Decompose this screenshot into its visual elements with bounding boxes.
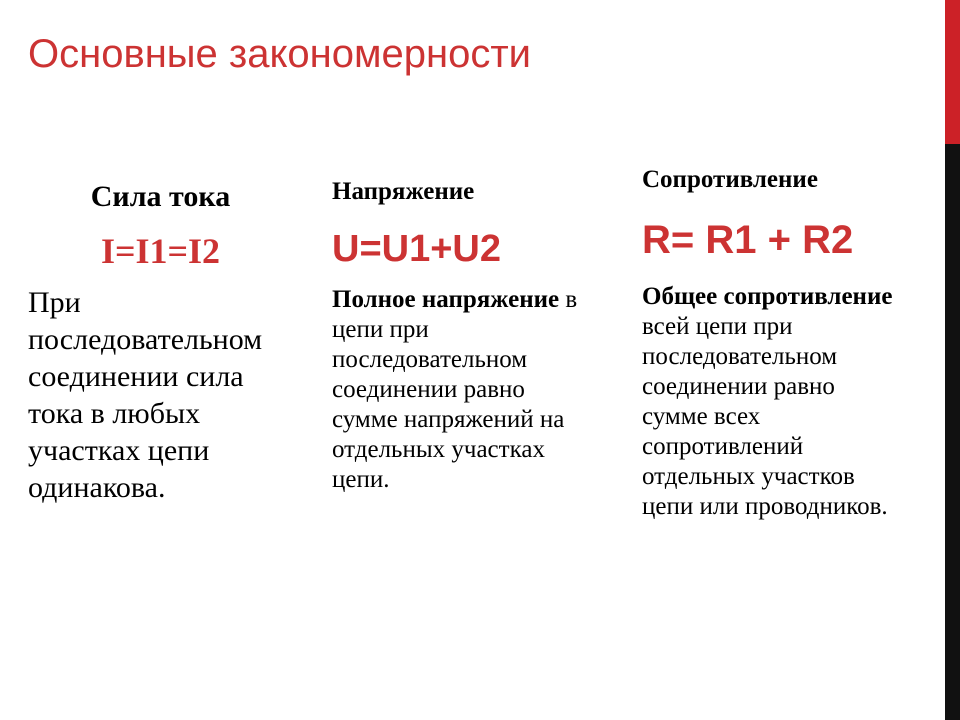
column-current — [28, 180, 293, 506]
description-emphasis: Полное напряжение — [332, 286, 560, 313]
formula: I=I1=I2 — [100, 231, 221, 271]
accent-bar-dark — [945, 144, 960, 720]
slide-title: Основные закономерности — [28, 32, 532, 76]
description: При последовательном соединении сила тока в любых участках цепи одинакова. — [28, 286, 263, 504]
column-heading: Сила тока — [90, 180, 231, 213]
description — [642, 282, 902, 522]
column-heading: Напряжение — [332, 178, 475, 205]
accent-bar-red — [945, 0, 960, 144]
description-emphasis: Общее сопротивление — [642, 283, 893, 310]
formula: R= R1 + R2 — [642, 218, 854, 262]
column-heading: Сопротивление — [642, 166, 818, 193]
description-rest: всей цепи при последовательном соединении равно сумме всех сопротивлений отдельных участков цепи или проводников. — [642, 313, 888, 520]
column-voltage — [332, 178, 587, 495]
formula: U=U1+U2 — [332, 228, 501, 270]
description-rest: в цепи при последовательном соединении равно сумме напряжений на отдельных участках цепи. — [332, 286, 578, 493]
column-resistance — [642, 166, 902, 522]
description — [332, 285, 587, 495]
